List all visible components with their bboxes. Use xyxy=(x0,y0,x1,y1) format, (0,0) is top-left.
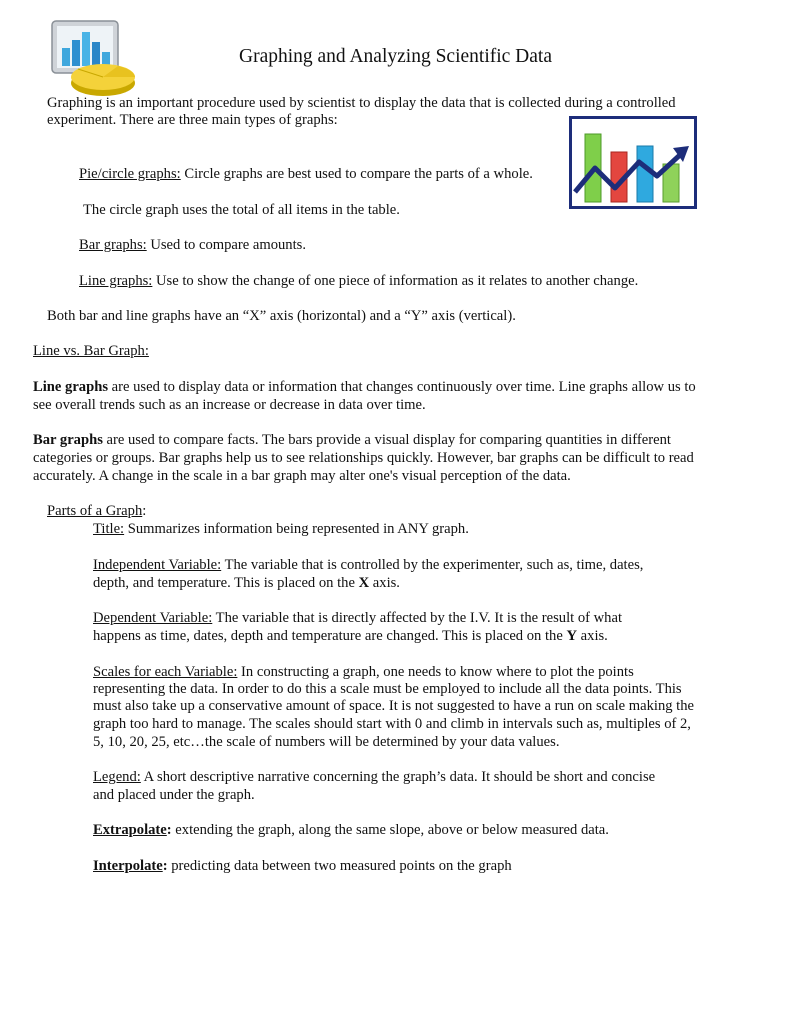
bar-graphs-para-1: Bar graphs are used to compare facts. The bars provide a visual display for comparing quantities in different xyxy=(33,432,671,448)
part-dependent-variable-1: Dependent Variable: The variable that is directly affected by the I.V. It is the result of what xyxy=(93,610,622,626)
part-scales-2: representing the data. In order to do this a scale must be employed to include all the data points. This xyxy=(93,681,682,697)
line-vs-bar-heading: Line vs. Bar Graph: xyxy=(33,343,149,359)
parts-heading: Parts of a Graph: xyxy=(47,503,147,519)
part-scales-4: graph too hard to manage. The scales should start with 0 and climb in intervals such as, multiples of 2, xyxy=(93,716,691,732)
intro-line-2: experiment. There are three main types of graphs: xyxy=(47,112,338,128)
axes-note: Both bar and line graphs have an “X” axis (horizontal) and a “Y” axis (vertical). xyxy=(47,308,516,324)
part-dependent-variable-2: happens as time, dates, depth and temperature are changed. This is placed on the Y axis. xyxy=(93,628,608,644)
intro-line-1: Graphing is an important procedure used by scientist to display the data that is collected during a controlled xyxy=(47,95,676,111)
pie-graph-term: Pie/circle graphs: xyxy=(79,166,181,182)
part-extrapolate: Extrapolate: extending the graph, along the same slope, above or below measured data. xyxy=(93,822,609,838)
part-legend-2: and placed under the graph. xyxy=(93,787,255,803)
pie-graph-definition: Pie/circle graphs: Circle graphs are best used to compare the parts of a whole. xyxy=(79,166,533,182)
line-graph-term: Line graphs: xyxy=(79,273,153,289)
line-graphs-para-1: Line graphs are used to display data or information that changes continuously over time. Line graphs allow us to xyxy=(33,379,696,395)
bar-line-chart-clipart xyxy=(569,116,697,209)
part-independent-variable-2: depth, and temperature. This is placed on the X axis. xyxy=(93,575,400,591)
part-scales-3: must also take up a conservative amount of space. It is not suggested to have a run on scale making the xyxy=(93,698,695,714)
bar-graphs-para-3: accurately. A change in the scale in a bar graph may alter one's visual perception of the data. xyxy=(33,468,571,484)
bar-graph-definition: Bar graphs: Used to compare amounts. xyxy=(79,237,306,253)
part-independent-variable-1: Independent Variable: The variable that is controlled by the experimenter, such as, time, dates, xyxy=(93,557,644,573)
part-legend-1: Legend: A short descriptive narrative concerning the graph’s data. It should be short and concise xyxy=(93,769,656,785)
page-title: Graphing and Analyzing Scientific Data xyxy=(239,46,552,67)
bar-graphs-para-2: categories or groups. Bar graphs help us to see relationships quickly. However, bar graphs can be difficult to read xyxy=(33,450,694,466)
part-scales-5: 5, 10, 20, 25, etc…the scale of numbers will be determined by your data values. xyxy=(93,734,560,750)
part-title: Title: Summarizes information being represented in ANY graph. xyxy=(93,521,469,537)
line-graph-definition: Line graphs: Use to show the change of one piece of information as it relates to another change. xyxy=(79,273,639,289)
line-graphs-para-2: see overall trends such as an increase or decrease in data over time. xyxy=(33,397,426,413)
part-interpolate: Interpolate: predicting data between two measured points on the graph xyxy=(93,858,512,874)
bar-graph-term: Bar graphs: xyxy=(79,237,147,253)
part-scales-1: Scales for each Variable: In constructing a graph, one needs to know where to plot the points xyxy=(93,664,634,680)
circle-graph-note: The circle graph uses the total of all items in the table. xyxy=(83,202,400,218)
